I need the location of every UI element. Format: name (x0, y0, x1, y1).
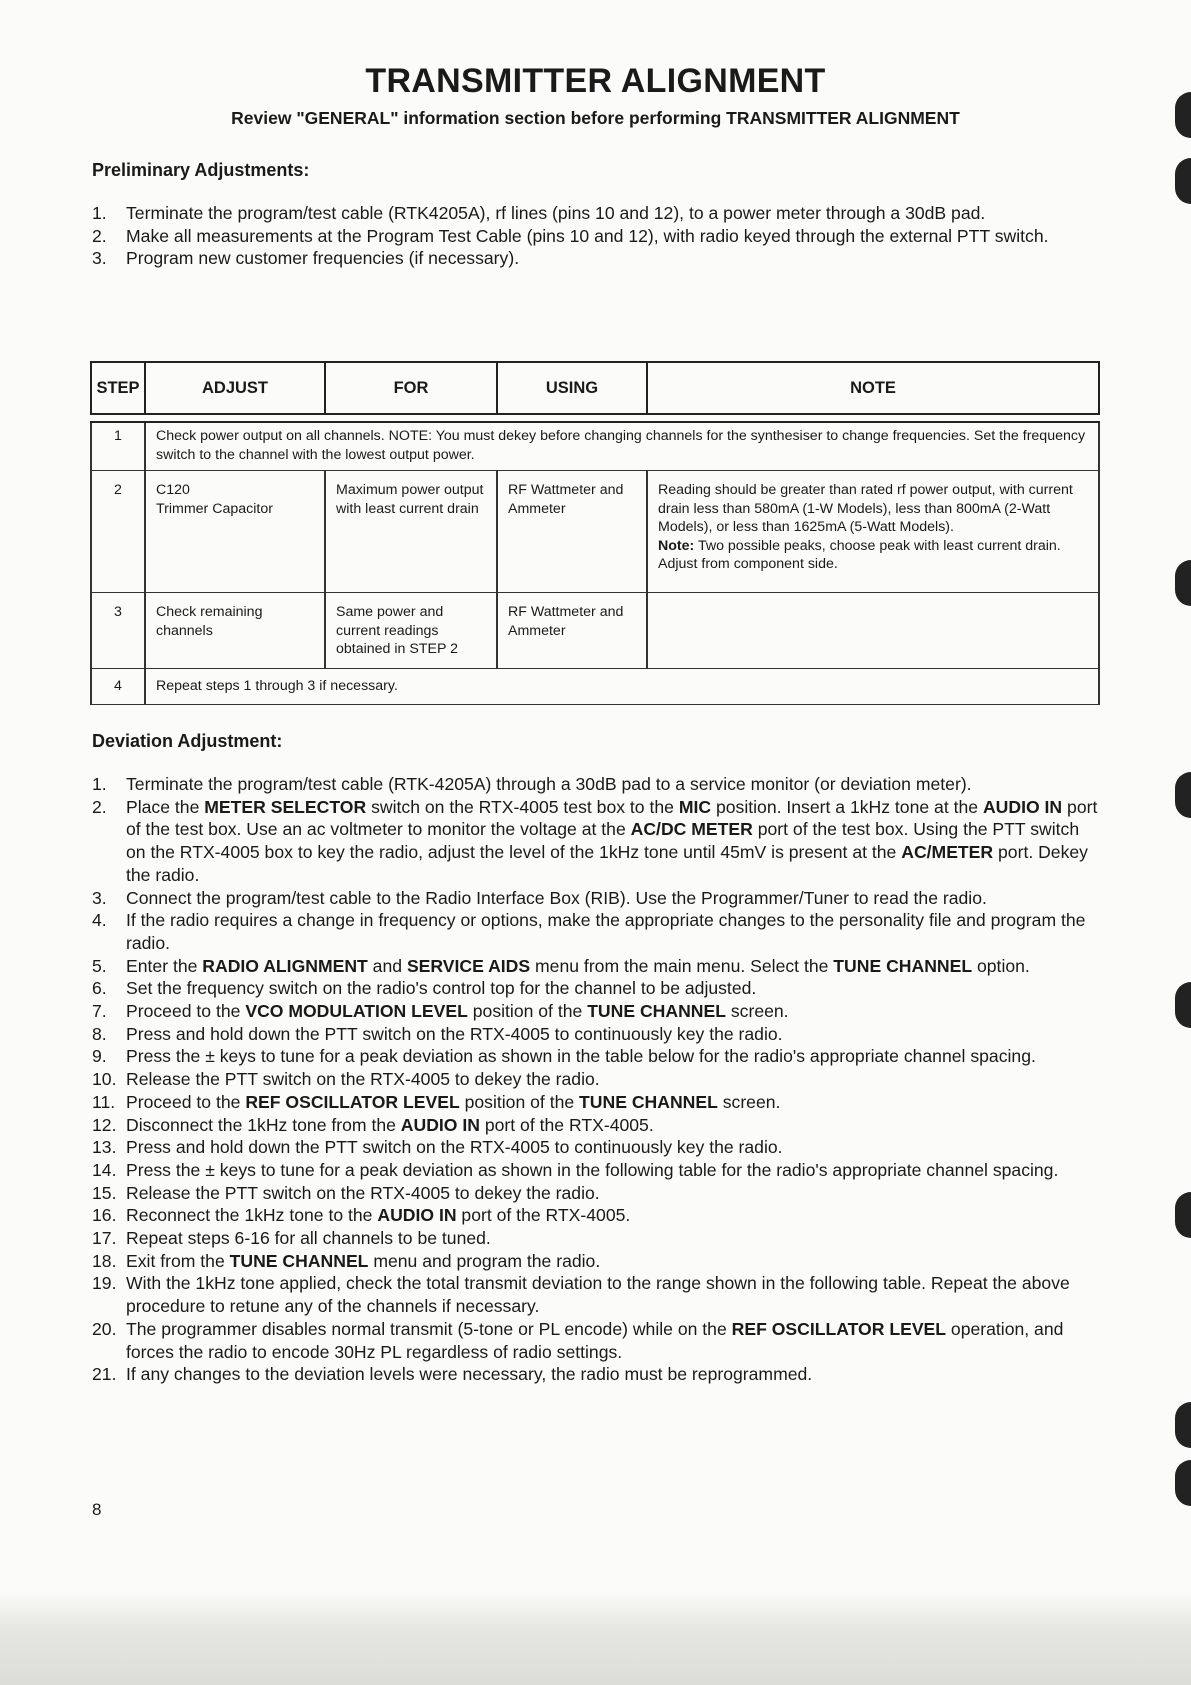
index-tab-mark (1175, 1192, 1191, 1238)
table-row (91, 422, 1099, 471)
deviation-list (92, 773, 1098, 1386)
list-item: 13. Press and hold down the PTT switch on the RTX-4005 to continuously key the radio. (92, 1137, 783, 1158)
table-row (91, 471, 1099, 593)
step-cell: 4 (91, 669, 145, 705)
adjust-cell: Check remaining channels (145, 593, 325, 669)
page-title: TRANSMITTER ALIGNMENT (365, 62, 826, 100)
list-item: 10. Release the PTT switch on the RTX-4005 to dekey the radio. (92, 1069, 600, 1090)
index-tab-mark (1175, 982, 1191, 1028)
list-item: 21. If any changes to the deviation levels were necessary, the radio must be reprogrammed. (92, 1364, 813, 1385)
column-header-adjust: ADJUST (145, 362, 325, 414)
list-item: 3. Program new customer frequencies (if necessary). (92, 248, 520, 269)
table-header-row (91, 362, 1099, 414)
scan-shadow (0, 1590, 1191, 1685)
list-item: 20. The programmer disables normal transmit (5-tone or PL encode) while on the REF OSCILLATOR LEVEL operation, and forces the radio to encode 30Hz PL regardless of radio settings. (92, 1318, 1064, 1362)
list-item: 17. Repeat steps 6-16 for all channels to be tuned. (92, 1228, 491, 1249)
note-label: Note: (658, 537, 695, 554)
list-item: 14. Press the ± keys to tune for a peak deviation as shown in the following table for the radio's appropriate channel spacing. (92, 1159, 1059, 1180)
list-item: 12. Disconnect the 1kHz tone from the AUDIO IN port of the RTX-4005. (92, 1114, 654, 1135)
using-cell: RF Wattmeter and Ammeter (497, 471, 647, 593)
for-cell: Maximum power output with least current drain (325, 471, 497, 593)
row-text: Check power output on all channels. NOTE: You must dekey before changing channels for the synthesiser to change frequencies. Set the frequency switch to the channel with the lowest output power. (145, 422, 1099, 471)
table-row (91, 593, 1099, 669)
using-cell: RF Wattmeter and Ammeter (497, 593, 647, 669)
index-tab-mark (1175, 92, 1191, 138)
alignment-table (90, 361, 1100, 705)
note-cell (647, 593, 1099, 669)
index-tab-mark (1175, 1402, 1191, 1448)
column-header-note: NOTE (647, 362, 1099, 414)
index-tab-mark (1175, 772, 1191, 818)
list-item: 19. With the 1kHz tone applied, check the total transmit deviation to the range shown in the following table. Repeat the above procedure to retune any of the channels if necessary. (92, 1273, 1070, 1317)
list-item: 5. Enter the RADIO ALIGNMENT and SERVICE AIDS menu from the main menu. Select the TUNE CHANNEL option. (92, 955, 1030, 976)
list-item: 8. Press and hold down the PTT switch on the RTX-4005 to continuously key the radio. (92, 1023, 783, 1044)
step-cell: 2 (91, 471, 145, 593)
list-item: 4. If the radio requires a change in frequency or options, make the appropriate changes to the personality file and program the radio. (92, 910, 1086, 953)
page-number: 8 (92, 1500, 102, 1519)
deviation-heading: Deviation Adjustment: (92, 731, 283, 751)
index-tab-mark (1175, 560, 1191, 606)
list-item: 16. Reconnect the 1kHz tone to the AUDIO IN port of the RTX-4005. (92, 1205, 631, 1226)
step-cell: 3 (91, 593, 145, 669)
page-subtitle: Review "GENERAL" information section before performing TRANSMITTER ALIGNMENT (231, 108, 960, 128)
index-tab-mark (1175, 158, 1191, 204)
list-item: 1. Terminate the program/test cable (RTK-4205A) through a 30dB pad to a service monitor (or deviation meter). (92, 774, 972, 794)
adjust-cell: C120 Trimmer Capacitor (145, 471, 325, 593)
preliminary-heading: Preliminary Adjustments: (92, 160, 310, 180)
note-cell: Reading should be greater than rated rf power output, with current drain less than 580mA (1-W Models), less than 800mA (2-Watt Models), or less than 1625mA (5-Watt Models). Note: Two possible peaks, choose peak with least current drain. Adjust from component side. (647, 471, 1099, 593)
list-item: 18. Exit from the TUNE CHANNEL menu and program the radio. (92, 1250, 601, 1271)
index-tab-mark (1175, 1460, 1191, 1506)
for-cell: Same power and current readings obtained in STEP 2 (325, 593, 497, 669)
list-item: 3. Connect the program/test cable to the Radio Interface Box (RIB). Use the Programmer/Tuner to read the radio. (92, 887, 987, 908)
table-row (91, 669, 1099, 705)
column-header-for: FOR (325, 362, 497, 414)
list-item: 6. Set the frequency switch on the radio's control top for the channel to be adjusted. (92, 978, 757, 999)
list-item: 15. Release the PTT switch on the RTX-4005 to dekey the radio. (92, 1182, 600, 1203)
list-item: 2. Make all measurements at the Program Test Cable (pins 10 and 12), with radio keyed through the external PTT switch. (92, 225, 1049, 246)
list-item: 2. Place the METER SELECTOR switch on the RTX-4005 test box to the MIC position. Insert a 1kHz tone at the AUDIO IN port of the test box. Use an ac voltmeter to monitor the voltage at the AC/DC METER port of the test box. Using the PTT switch on the RTX-4005 box to key the radio, adjust the level of the 1kHz tone until 45mV is present at the AC/METER port. Dekey the radio. (92, 796, 1098, 885)
list-item: 7. Proceed to the VCO MODULATION LEVEL position of the TUNE CHANNEL screen. (92, 1001, 789, 1022)
step-cell: 1 (91, 422, 145, 471)
list-item: 9. Press the ± keys to tune for a peak deviation as shown in the table below for the radio's appropriate channel spacing. (92, 1046, 1036, 1067)
list-item: 11. Proceed to the REF OSCILLATOR LEVEL position of the TUNE CHANNEL screen. (92, 1091, 781, 1112)
column-header-step: STEP (91, 362, 145, 414)
column-header-using: USING (497, 362, 647, 414)
preliminary-list (92, 202, 1098, 270)
list-item: 1. Terminate the program/test cable (RTK4205A), rf lines (pins 10 and 12), to a power meter through a 30dB pad. (92, 203, 986, 223)
row-text: Repeat steps 1 through 3 if necessary. (145, 669, 1099, 705)
